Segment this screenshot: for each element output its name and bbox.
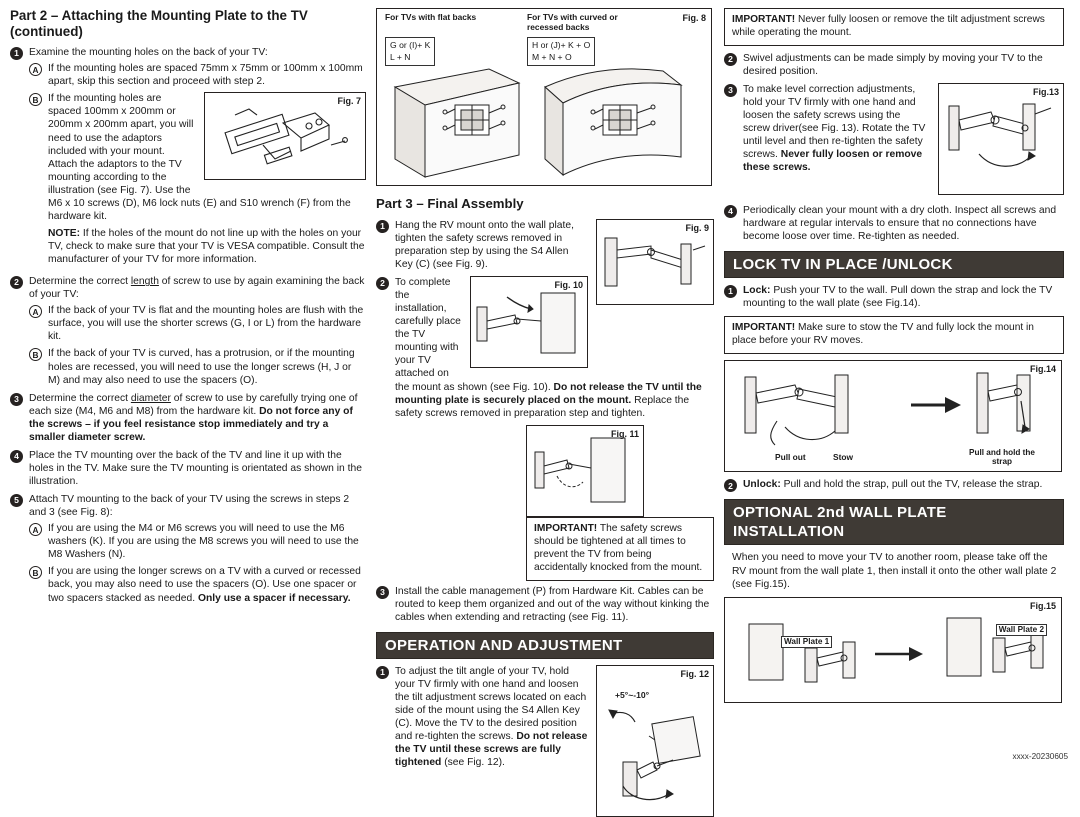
column-left (10, 8, 366, 760)
step-text-pre: To adjust the tilt angle of your TV, hold your TV firmly with one hand and loosen the tilt adjustment screws located on each side of the mount using the S4 Allen Key (C). Move the TV to the desired position and re-tighten the screws. (395, 665, 587, 743)
figure-8-left-title: For TVs with flat backs (385, 12, 477, 22)
step-3 (10, 392, 366, 444)
wall-plate-1-label: Wall Plate 1 (781, 636, 832, 648)
substep-text-bold: Only use a spacer if necessary. (197, 592, 351, 604)
step-text: Place the TV mounting over the back of the TV and line it up with the holes in the TV. Make sure the TV mounting is orientated as shown in the illustration. (29, 449, 362, 488)
step-2 (10, 275, 366, 387)
substep-text: If you are using the M4 or M6 screws you will need to use the M6 washers (K). If you are using the M8 screws you will need to use the M8 Washers (N). (48, 523, 359, 561)
operation-step-3 (724, 83, 1064, 199)
substep-text: If the mounting holes are spaced 75mm x 75mm or 100mm x 100mm apart, skip this section and proceed with step 2. (48, 63, 363, 88)
unlock-text: Pull and hold the strap, pull out the TV, release the strap. (780, 479, 1043, 491)
banner-operation-adjustment: OPERATION AND ADJUSTMENT (376, 632, 714, 659)
note-label: NOTE: (48, 227, 81, 239)
step-number: 2 (724, 479, 737, 492)
substep-a (29, 304, 366, 343)
step-number: 4 (724, 205, 737, 218)
operation-step-1 (376, 665, 714, 770)
lock-text: Push your TV to the wall. Pull down the strap and lock the TV mounting to the wall plate (see Fig.14). (743, 285, 1053, 310)
step-text-post: Replace the safety screws removed in preparation step and tighten. (395, 394, 690, 419)
step-5-subitems (29, 522, 366, 604)
col2-steps (376, 219, 714, 271)
important-callout-safety-screws (526, 517, 714, 581)
step-2-subitems (29, 304, 366, 386)
figure-14 (724, 360, 1062, 472)
step-number: 4 (10, 450, 23, 463)
part-3-heading: Part 3 – Final Assembly (376, 196, 524, 211)
column-middle (376, 8, 714, 769)
col2-steps-2 (376, 276, 714, 420)
figure-9-caption: Fig. 9 (685, 222, 709, 233)
figure-13 (938, 83, 1064, 195)
figure-15 (724, 597, 1062, 703)
figure-12-caption: Fig. 12 (680, 668, 709, 679)
operation-step-2 (724, 52, 1064, 78)
step-number: 2 (376, 277, 389, 290)
lock-steps (724, 284, 1064, 310)
step-text-underline: length (130, 276, 159, 288)
substep-a (29, 522, 366, 561)
figure-7-caption: Fig. 7 (337, 96, 361, 107)
pull-out-label: Pull out (775, 451, 806, 462)
note-text: If the holes of the mount do not line up with the holes on your TV, check to make sure that your TV is VESA compatible. Consult the manufacturer of your TV for more information. (48, 227, 365, 266)
important-text: The safety screws should be tightened at all times to prevent the TV from being accidentally knocked from the mount. (534, 522, 703, 573)
step-text: Periodically clean your mount with a dry cloth. Inspect all screws and hardware at regular intervals to ensure that no connections have become loose over time. Re-tighten as needed. (743, 205, 1057, 243)
substep-letter: A (29, 63, 42, 76)
step-text: Swivel adjustments can be made simply by moving your TV to the desired position. (743, 52, 1043, 77)
step-text-pre: To make level correction adjustments, hold your TV firmly with one hand and loosen the safety screws using the screw driver(see Fig. 13). Rotate the TV until level and then re-tighten the safety screws. (743, 84, 926, 161)
substep-text-pre: If you are using the longer screws on a TV with a curved or recessed back, you may also need to use the spacers (O). Use one spacer or two spacers stacked as needed. (48, 566, 361, 604)
step-number: 2 (10, 276, 23, 289)
figure-15-drawing (725, 598, 1061, 702)
wall-plate-2-label: Wall Plate 2 (996, 624, 1047, 636)
step-number: 1 (376, 220, 389, 233)
operation-steps (376, 665, 714, 770)
substep-letter: B (29, 93, 42, 106)
step-text-underline: diameter (130, 392, 171, 404)
step-number: 1 (10, 47, 23, 60)
important-callout-tilt-screws (724, 8, 1064, 46)
step-1 (10, 46, 366, 270)
lock-label: Lock: (743, 285, 771, 297)
final-step-2 (376, 276, 714, 420)
important-label: IMPORTANT! (534, 522, 598, 534)
banner-optional-wall-plate: OPTIONAL 2nd WALL PLATE INSTALLATION (724, 499, 1064, 545)
important-callout-stow-tv (724, 316, 1064, 354)
three-column-layout (10, 8, 1070, 769)
step-number: 1 (724, 285, 737, 298)
step-text-bold: Never fully loosen or remove these screws. (743, 149, 923, 174)
right-key-row-2: M + N + O (532, 51, 572, 62)
stow-label: Stow (833, 451, 854, 462)
unlock-step-2 (724, 478, 1064, 491)
left-key-row-1: G or (I)+ K (390, 40, 431, 50)
figure-8 (376, 8, 712, 186)
step-text: Hang the RV mount onto the wall plate, tighten the safety screws removed in preparation step by using the S4 Allen Key (C) (see Fig. 9). (395, 219, 574, 270)
tilt-angle-label: +5°~-10° (615, 689, 650, 700)
substep-text: If the back of your TV is flat and the mounting holes are flush with the surface, you will use the shorter screws (G, I or L) from the hardware kit. (48, 305, 364, 343)
step-number: 2 (724, 53, 737, 66)
figure-13-caption: Fig.13 (1032, 87, 1059, 98)
step-text: Install the cable management (P) from Hardware Kit. Cables can be routed to keep them organized and out of the way without kinking the cables when extending and retracting (see Fig. 11). (395, 585, 710, 623)
step-5 (10, 493, 366, 605)
important-label: IMPORTANT! (732, 14, 796, 25)
substep-b (29, 92, 366, 266)
step-text-post: (see Fig. 12). (441, 757, 505, 769)
step-text: Attach TV mounting to the back of your TV using the screws in steps 2 and 3 (see Fig. 8): (29, 494, 350, 519)
figure-8-drawing (377, 9, 711, 185)
banner-lock-tv: LOCK TV IN PLACE /UNLOCK (724, 251, 1064, 278)
page-title: Part 2 – Attaching the Mounting Plate to the TV (continued) (10, 8, 308, 40)
substep-b (29, 347, 366, 386)
step-text-post: of screw to use by carefully trying one of each size (M4, M6 and M8) from the hardware kit. (29, 392, 358, 417)
col3-steps (724, 52, 1064, 243)
right-key-row-1: H or (J)+ K + O (532, 40, 591, 50)
document-code: xxxx-20230605 (1012, 751, 1068, 761)
unlock-steps (724, 478, 1064, 491)
important-label: IMPORTANT! (732, 322, 796, 334)
step-text-post: of screw to use by again examining the back of your TV: (29, 276, 365, 301)
substep-text: If the back of your TV is curved, has a protrusion, or if the mounting holes are recessed, you will need to use the longer screws (H, J or M) and may also need to use the spacers (O). (48, 348, 355, 386)
operation-step-4 (724, 204, 1064, 243)
left-key-row-2: L + N (390, 51, 411, 62)
figure-14-caption: Fig.14 (1029, 364, 1056, 375)
step-text-pre: Determine the correct (29, 392, 131, 404)
figure-15-caption: Fig.15 (1029, 600, 1056, 611)
final-step-1 (376, 219, 714, 271)
important-text: Make sure to stow the TV and fully lock the mount in place before your RV moves. (732, 322, 1034, 347)
step-number: 5 (10, 494, 23, 507)
step-number: 3 (724, 84, 737, 97)
figure-13-drawing (939, 84, 1063, 194)
step-text-bold: Do not force any of the screws – if you feel resistance stop immediately and try a smaller diameter screw. (29, 405, 353, 443)
figure-10-caption: Fig. 10 (554, 280, 583, 291)
optional-text: When you need to move your TV to another room, please take off the RV mount from the wall plate 1, then install it onto the other wall plate 2 (see Fig.15). (732, 552, 1057, 590)
final-step-3 (376, 585, 714, 624)
step-4 (10, 449, 366, 488)
substep-text: If the mounting holes are spaced 100mm x 200mm or 200mm x 200mm apart, you will need to use the adaptors included with your mount. Attach the adaptors to the TV mounting according to the illustration (see Fig. 7). Use the M6 x 10 screws (D), M6 lock nuts (E) and S10 wrench (F) from the hardware kit. (48, 93, 351, 222)
col2-steps-3 (376, 585, 714, 624)
step-text-bold: Do not release the TV until these screws are fully tightened (395, 731, 588, 769)
step-text-pre: To complete the installation, carefully place the TV mounting with your TV attached on the mount as shown (see Fig. 10). (395, 277, 554, 393)
step-text: Examine the mounting holes on the back of your TV: (29, 47, 268, 59)
column-right (724, 8, 1064, 760)
step-number: 3 (376, 586, 389, 599)
substep-letter: B (29, 566, 42, 579)
figure-11-caption: Fig. 11 (610, 428, 639, 439)
lock-step-1 (724, 284, 1064, 310)
figure-7 (204, 92, 366, 180)
substep-letter: B (29, 348, 42, 361)
substep-b (29, 565, 366, 604)
figure-8-right-title: For TVs with curved or recessed backs (527, 12, 618, 32)
important-text: Never fully loosen or remove the tilt adjustment screws while operating the mount. (732, 14, 1045, 38)
pull-and-hold-strap-label: Pull and hold the strap (969, 448, 1035, 467)
substep-letter: A (29, 523, 42, 536)
step-text-pre: Determine the correct (29, 276, 131, 288)
step-number: 3 (10, 393, 23, 406)
step-1-subitems (29, 62, 366, 266)
substep-a (29, 62, 366, 88)
substep-letter: A (29, 305, 42, 318)
step-text-bold: Do not release the TV until the mounting plate is securely placed on the mount. (395, 381, 702, 406)
unlock-label: Unlock: (743, 479, 781, 491)
figure-11 (526, 425, 714, 581)
col1-steps (10, 46, 366, 604)
figure-8-caption: Fig. 8 (682, 13, 706, 23)
step-number: 1 (376, 666, 389, 679)
